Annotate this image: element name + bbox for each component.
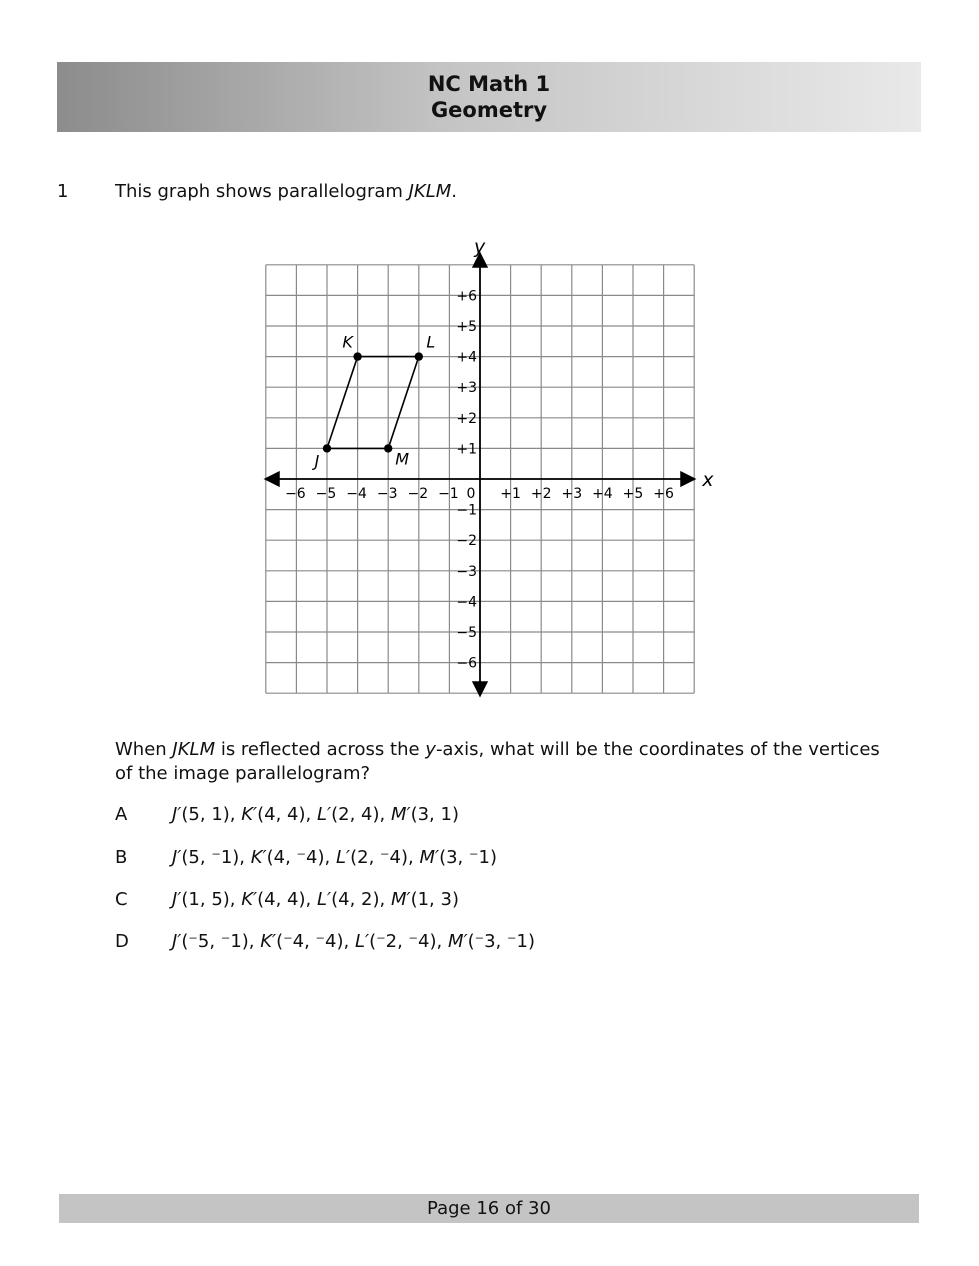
vertex-k (353, 352, 361, 360)
page-number: Page 16 of 30 (427, 1198, 551, 1219)
choice-part: (5, 1), (181, 804, 242, 825)
vertex-j (323, 444, 331, 452)
choice-part: (4, ⁻4), (266, 847, 336, 868)
choice-a[interactable] (115, 804, 459, 825)
choice-part: (4, 2), (331, 889, 391, 910)
y-tick-label: +1 (456, 441, 477, 458)
choice-part: M′ (447, 931, 468, 952)
choice-part: (5, ⁻1), (181, 847, 251, 868)
choice-part: L′ (316, 804, 332, 825)
choice-part: (4, 4), (257, 889, 317, 910)
choice-d[interactable] (115, 931, 535, 952)
y-tick-label: −5 (456, 625, 477, 641)
stem-part: JKLM (172, 739, 216, 760)
stem-part: When (115, 739, 173, 760)
choice-part: M′ (390, 889, 411, 910)
choice-part: L′ (316, 889, 332, 910)
choice-letter: A (115, 804, 128, 825)
x-tick-label: +4 (592, 486, 613, 502)
choice-text (172, 931, 535, 952)
choice-part: (3, ⁻1) (439, 847, 497, 868)
prompt-text: This graph shows parallelogram (115, 181, 409, 202)
x-tick-label: +6 (653, 486, 674, 502)
choice-part: K′ (250, 847, 267, 868)
x-tick-label: +2 (530, 486, 552, 502)
y-axis-label: y (474, 238, 486, 258)
choice-part: J′ (172, 847, 182, 868)
vertex-l (415, 352, 423, 360)
choice-part: (3, 1) (410, 804, 459, 825)
vertex-label-k: K (342, 332, 353, 352)
choice-part: J′ (172, 804, 182, 825)
choice-b[interactable] (115, 847, 497, 868)
x-axis-label: x (702, 469, 714, 491)
x-tick-label: +3 (561, 486, 583, 502)
y-tick-label: +5 (456, 319, 477, 335)
x-tick-label: −3 (376, 486, 398, 502)
vertex-label-l: L (426, 332, 436, 352)
y-tick-label: +2 (456, 410, 477, 427)
question-prompt (115, 181, 457, 202)
x-tick-label: −5 (315, 486, 337, 502)
question-number: 1 (57, 181, 69, 202)
x-tick-label: −1 (438, 486, 459, 502)
course-title: NC Math 1 (427, 72, 551, 96)
header-banner (57, 62, 921, 132)
y-tick-label: +6 (456, 288, 477, 305)
choice-text (172, 847, 497, 868)
y-tick-label: +3 (456, 380, 477, 397)
stem-part: y (425, 739, 436, 760)
x-tick-label: −6 (285, 486, 306, 502)
choice-part: (4, 4), (257, 804, 317, 825)
choice-part: K′ (260, 931, 277, 952)
coordinate-graph (255, 238, 715, 708)
choice-letter: C (115, 889, 128, 910)
choice-part: K′ (241, 889, 258, 910)
choice-part: (2, 4), (331, 804, 391, 825)
choice-part: (2, ⁻4), (350, 847, 420, 868)
y-tick-label: −4 (456, 594, 477, 611)
vertex-label-m: M (395, 449, 410, 469)
x-tick-label: −4 (346, 486, 367, 502)
vertex-label-j: J (314, 451, 320, 471)
y-tick-label: −3 (456, 563, 477, 580)
x-tick-label: +5 (622, 486, 644, 502)
vertex-m (384, 444, 392, 452)
choice-part: K′ (241, 804, 258, 825)
y-tick-label: −6 (456, 655, 477, 672)
choice-part: L′ (354, 931, 370, 952)
choice-text (172, 889, 459, 910)
x-tick-label: −2 (407, 486, 429, 502)
choice-letter: D (115, 931, 129, 952)
prompt-end: . (451, 181, 458, 202)
stem-part: is reflected across the (215, 739, 426, 760)
choice-c[interactable] (115, 889, 459, 910)
choice-letter: B (115, 847, 128, 868)
choice-part: M′ (390, 804, 411, 825)
choice-part: (⁻4, ⁻4), (276, 931, 355, 952)
x-tick-label: 0 (466, 486, 476, 502)
choice-part: J′ (172, 889, 182, 910)
choice-part: M′ (419, 847, 440, 868)
question-stem (115, 738, 895, 786)
prompt-shape-name: JKLM (408, 181, 452, 202)
choice-part: (1, 5), (181, 889, 242, 910)
y-tick-label: −2 (456, 533, 477, 550)
footer-bar (59, 1194, 919, 1223)
choice-part: (⁻2, ⁻4), (369, 931, 448, 952)
choice-part: L′ (335, 847, 351, 868)
y-tick-label: +4 (456, 349, 477, 366)
choice-part: (⁻5, ⁻1), (181, 931, 261, 952)
choice-text (172, 804, 459, 825)
y-tick-label: −1 (456, 502, 477, 519)
choice-part: (1, 3) (410, 889, 459, 910)
choice-part: (⁻3, ⁻1) (467, 931, 535, 952)
choice-part: J′ (172, 931, 182, 952)
stem-part: -axis, what will be the coordinates of the vertices of the image parallelogram? (115, 739, 880, 784)
parallelogram-jklm (327, 357, 419, 449)
x-tick-label: +1 (500, 486, 521, 502)
subject-title: Geometry (430, 98, 548, 122)
